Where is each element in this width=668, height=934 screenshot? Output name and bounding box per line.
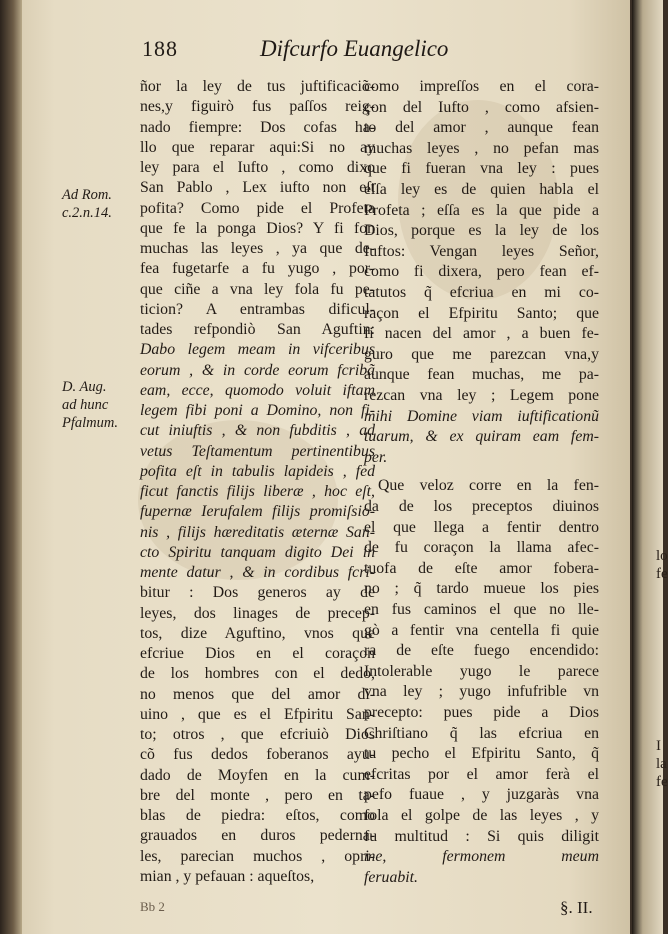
text-line: tos, dize Aguftino, vnos que — [140, 624, 375, 642]
text-line: cto Spiritu tanquam digito Dei in — [140, 543, 375, 561]
text-line: como fi dixera, pero fean ef- — [364, 263, 599, 281]
text-line: llo que reparar aqui:Si no ay — [140, 138, 375, 156]
text-line: ra de eſte fuego encendido: — [364, 642, 599, 660]
text-line: rezcan vna ley ; Legem pone — [364, 387, 599, 404]
text-line: pefo fuaue , y juzgaràs vna — [364, 786, 599, 804]
text-line: mente datur , & in cordibus fcri- — [140, 564, 375, 581]
text-line: tu pecho el Efpiritu Santo, q̃ — [364, 745, 599, 763]
text-line: bitur : Dos generos ay de — [140, 584, 375, 602]
text-line: vetus Teſtamentum pertinentibus — [140, 442, 375, 460]
text-line: Profeta ; eſſa es la que pide a — [364, 201, 599, 219]
text-line: ticion? A entrambas dificul- — [140, 300, 375, 318]
text-line: que fi fueran vna ley : pues — [364, 160, 599, 178]
text-line: pofita eſt in tabulis lapideis , fed — [140, 462, 375, 480]
text-line: legem fibi poni a Domino, non fi- — [140, 402, 375, 419]
text-line: fupernæ Ierufalem filijs promiſsio- — [140, 503, 375, 521]
facing-page-fragment: fe — [656, 774, 668, 790]
text-line: fi nacen del amor , a buen fe- — [364, 325, 599, 343]
text-line: eſſa ley es de quien habla el — [364, 181, 599, 198]
text-line: me, fermonem meum — [364, 848, 599, 866]
text-line: blas de piedra: eſtos, como — [140, 807, 375, 824]
text-line: no ; q̃ tardo mueue los pies — [364, 580, 599, 598]
text-line: bre del monte , pero en ta- — [140, 786, 375, 804]
text-line: de los hombres con el dedo, — [140, 665, 375, 683]
text-line: fu multitud : Si quis diligit — [364, 827, 599, 845]
text-line: San Pablo , Lex iufto non eſt — [140, 179, 375, 197]
text-line: fea fugetarfe a fu yugo , por- — [140, 260, 375, 278]
text-line: nado fiempre: Dos cofas ha- — [140, 118, 375, 136]
section-mark: §. II. — [560, 898, 593, 917]
text-line: guro que me parezcan vna,y — [364, 345, 599, 363]
text-line: tuarum, & ex quiram eam fem- — [364, 428, 599, 446]
text-line: to; otros , que efcriuiò Dios — [140, 726, 375, 743]
text-line: Dios, porque es la ley de los — [364, 222, 599, 240]
text-line: mian , y pefauan : aqueſtos, — [140, 867, 315, 885]
text-line: les, parecian muchos , opri- — [140, 847, 375, 865]
text-line: raçon el Efpiritu Santo; que — [364, 304, 599, 322]
binding-gutter — [0, 0, 22, 934]
text-line: tatutos q̃ efcriua en mi co- — [364, 284, 599, 301]
text-line: leyes, dos linages de precep- — [140, 604, 375, 622]
text-line: per. — [364, 448, 388, 466]
text-line: gò a fentir vna centella fi quie — [364, 621, 599, 639]
signature-mark: Bb 2 — [140, 899, 165, 914]
text-line: el que llega a fentir dentro — [364, 518, 599, 536]
text-line: tuofa de eſte amor fobera- — [364, 559, 599, 577]
text-line: que ciñe a vna ley fola fu pe- — [140, 280, 375, 298]
facing-page-fragment: fe — [656, 566, 668, 582]
text-line: muchas leyes , no pefan mas — [364, 139, 599, 157]
text-line: Intolerable yugo le parece — [364, 662, 599, 680]
text-line: cõ fus dedos foberanos ayu- — [140, 746, 375, 764]
text-line: efcriue Dios en el coraçon — [140, 645, 375, 662]
text-line: vna ley ; yugo infufrible vn — [364, 683, 599, 701]
text-line: ficut fanctis filijs liberæ , hoc eſt, — [140, 483, 375, 500]
running-head — [120, 36, 480, 70]
text-line: muchas las leyes , ya que de- — [140, 240, 375, 257]
text-line: feruabit. — [364, 868, 418, 886]
text-line: Que veloz corre en la fen- — [378, 477, 599, 495]
text-line: uino , que es el Efpiritu San- — [140, 705, 375, 723]
text-line: que fe la ponga Dios? Y fi fon — [140, 219, 375, 237]
text-line: cut iniuftis , & non fubditis , ad — [140, 422, 375, 440]
text-line: dado de Moyfen en la cum- — [140, 766, 375, 784]
text-line: nis , filijs hæreditatis æternæ San- — [140, 523, 375, 541]
margin-note-romans: Ad Rom. c.2.n.14. — [62, 187, 112, 221]
text-line: pofita? Como pide el Profeta — [140, 199, 375, 217]
text-line: tades refpondiò San Aguftin: — [140, 321, 375, 338]
text-line: de fu coraçon la llama afec- — [364, 539, 599, 557]
text-line: aunque fean muchas, me pa- — [364, 366, 599, 384]
text-line: no menos que del amor di- — [140, 685, 375, 703]
facing-page-fragment: la — [656, 756, 667, 772]
text-line: to del amor , aunque fean — [364, 119, 599, 137]
text-line: como impreſſos en el cora- — [364, 78, 599, 95]
text-line: eorum , & in corde eorum fcribã — [140, 361, 375, 379]
text-line: Iuftos: Vengan leyes Señor, — [364, 242, 599, 260]
text-line: eam, ecce, quomodo voluit iftam — [140, 381, 375, 399]
text-line: çon del Iufto , como afsien- — [364, 98, 599, 116]
margin-note-augustine: D. Aug. ad hunc Pfalmum. — [62, 379, 118, 431]
text-line: da de los preceptos diuinos — [364, 498, 599, 515]
text-line: Dabo legem meam in vifceribus — [140, 341, 375, 359]
text-line: ñor la ley de tus juftificaciõ- — [140, 78, 375, 95]
facing-page-fragment: I — [656, 738, 661, 754]
running-title: Difcurfo Euangelico — [260, 36, 449, 61]
text-line: efcritas por el amor ferà el — [364, 765, 599, 783]
page-number: 188 — [142, 36, 178, 61]
text-line: mihi Domine viam iuftificationũ — [364, 407, 599, 425]
text-line: en fus caminos el que no lle- — [364, 601, 599, 618]
facing-page-text — [632, 0, 668, 934]
text-line: fola el golpe de las leyes , y — [364, 807, 599, 824]
text-line: precepto: pues pide a Dios — [364, 704, 599, 721]
text-line: nes,y figuirò fus paſſos reig- — [140, 98, 375, 116]
facing-page-fragment: lo — [656, 548, 668, 564]
text-line: ley para el Iufto , como dixo — [140, 159, 375, 176]
text-line: Chriſtiano q̃ las efcriua en — [364, 724, 599, 742]
text-line: grauados en duros pederna- — [140, 827, 375, 845]
